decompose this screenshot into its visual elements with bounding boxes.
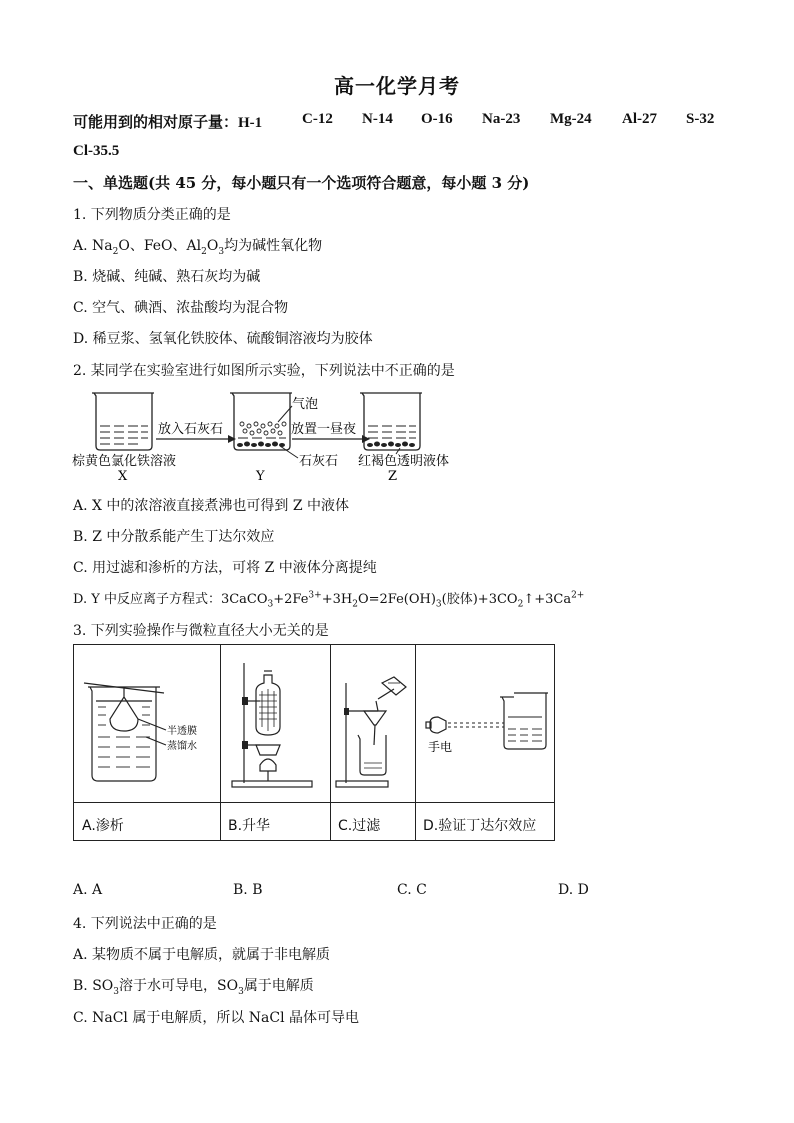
dialysis-apparatus bbox=[80, 675, 220, 795]
atomic-mass-mg: Mg-24 bbox=[550, 111, 592, 127]
label-x: X bbox=[118, 469, 128, 484]
bubble-label: 气泡 bbox=[292, 397, 319, 412]
atomic-mass-na: Na-23 bbox=[482, 111, 521, 127]
beaker-y bbox=[230, 393, 292, 450]
section-heading: 一、单选题(共 45 分，每小题只有一个选项符合题意，每小题 3 分) bbox=[73, 174, 530, 192]
atomic-mass-n: N-14 bbox=[362, 111, 393, 127]
beaker-z bbox=[360, 393, 422, 450]
question-1-option-a: A. $Na_2O$、FeO、$Al_2O_3$均为碱性氧化物 bbox=[73, 238, 323, 257]
question-4-stem: 4. 下列说法中正确的是 bbox=[73, 916, 217, 932]
question-2-option-d: D. Y 中反应离子方程式：$3CaCO_3+2Fe^{3+}+3H_2O=2Fe(OH)_3$(胶体)$+3CO_2↑+3Ca^{2+}$ bbox=[73, 590, 585, 610]
question-2-stem: 2. 某同学在实验室进行如图所示实验，下列说法中不正确的是 bbox=[73, 363, 455, 379]
apparatus-table bbox=[73, 644, 555, 841]
question-1-stem: 1. 下列物质分类正确的是 bbox=[73, 207, 231, 223]
question-2-option-a: A. X 中的浓溶液直接煮沸也可得到 Z 中液体 bbox=[73, 498, 350, 514]
question-4-option-a: A. 某物质不属于电解质，就属于非电解质 bbox=[73, 947, 331, 963]
question-3-option-a: A. A bbox=[73, 882, 103, 898]
question-3-option-d: D. D bbox=[558, 882, 589, 898]
question-1-option-b: B. 烧碱、纯碱、熟石灰均为碱 bbox=[73, 269, 261, 285]
step-1-label: 放入石灰石 bbox=[158, 422, 224, 437]
question-3-stem: 3. 下列实验操作与微粒直径大小无关的是 bbox=[73, 623, 329, 639]
membrane-label: 半透膜 bbox=[167, 726, 197, 737]
sublimation-apparatus bbox=[224, 655, 328, 800]
atomic-mass-c: C-12 bbox=[302, 111, 333, 127]
question-2-option-c: C. 用过滤和渗析的方法，可将 Z 中液体分离提纯 bbox=[73, 560, 377, 576]
question-4-option-b: B. $SO_3$溶于水可导电，$SO_3$属于电解质 bbox=[73, 978, 314, 997]
stone-label: 石灰石 bbox=[299, 454, 339, 469]
atomic-mass-al: Al-27 bbox=[622, 111, 657, 127]
step-2-label: 放置一昼夜 bbox=[291, 422, 357, 437]
caption-d: D.验证丁达尔效应 bbox=[423, 818, 537, 834]
question-1-option-d: D. 稀豆浆、氢氧化铁胶体、硫酸铜溶液均为胶体 bbox=[73, 331, 373, 347]
tyndall-apparatus bbox=[418, 675, 554, 800]
label-y: Y bbox=[256, 469, 265, 484]
z-description: 红褐色透明液体 bbox=[358, 454, 450, 469]
experiment-figure bbox=[70, 388, 470, 486]
question-4-option-c: C. NaCl 属于电解质，所以 NaCl 晶体可导电 bbox=[73, 1010, 360, 1026]
flashlight-label: 手电 bbox=[428, 740, 453, 754]
question-1-option-c: C. 空气、碘酒、浓盐酸均为混合物 bbox=[73, 300, 289, 316]
question-3-option-c: C. C bbox=[397, 882, 427, 898]
water-label: 蒸馏水 bbox=[167, 741, 197, 752]
caption-c: C.过滤 bbox=[338, 818, 381, 834]
beaker-x bbox=[92, 393, 154, 450]
page-title: 高一化学月考 bbox=[334, 74, 460, 98]
atomic-mass-o: O-16 bbox=[421, 111, 453, 127]
atomic-mass-cl: Cl-35.5 bbox=[73, 143, 120, 159]
flashlight-icon bbox=[430, 717, 446, 733]
question-2-option-b: B. Z 中分散系能产生丁达尔效应 bbox=[73, 529, 275, 545]
atomic-mass-s: S-32 bbox=[686, 111, 715, 127]
caption-b: B.升华 bbox=[228, 818, 271, 834]
label-z: Z bbox=[388, 469, 398, 484]
question-3-option-b: B. B bbox=[233, 882, 263, 898]
atomic-mass-label: 可能用到的相对原子量：H-1 bbox=[73, 115, 263, 131]
caption-a: A.渗析 bbox=[82, 818, 124, 834]
x-description: 棕黄色氯化铁溶液 bbox=[72, 454, 177, 469]
filtration-apparatus bbox=[334, 675, 414, 800]
